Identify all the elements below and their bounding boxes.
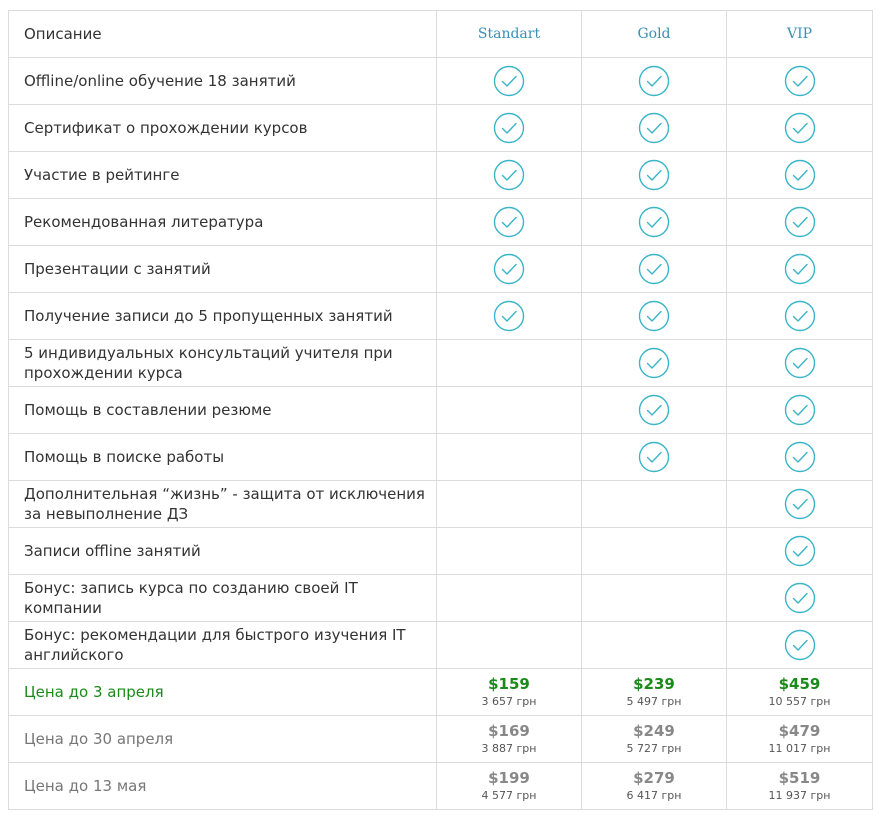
- check-circle-icon: [784, 441, 816, 473]
- feature-label: Дополнительная “жизнь” - защита от исключения за невыполнение ДЗ: [9, 481, 437, 528]
- price-usd: $159: [488, 675, 530, 693]
- price-rows: [9, 669, 873, 810]
- feature-cell-vip: [727, 528, 873, 575]
- table-row: [9, 387, 873, 434]
- check-circle-icon: [638, 112, 670, 144]
- feature-cell-vip: [727, 434, 873, 481]
- feature-label: Участие в рейтинге: [9, 152, 437, 199]
- price-label: Цена до 3 апреля: [9, 669, 437, 716]
- feature-cell-gold: [582, 152, 727, 199]
- table-row: [9, 152, 873, 199]
- check-circle-icon: [638, 253, 670, 285]
- feature-cell-vip: [727, 246, 873, 293]
- feature-cell-gold: [582, 58, 727, 105]
- check-circle-icon: [493, 65, 525, 97]
- table-row: [9, 575, 873, 622]
- feature-cell-vip: [727, 622, 873, 669]
- feature-cell-standart: [437, 152, 582, 199]
- check-circle-icon: [493, 206, 525, 238]
- price-cell-gold: [582, 716, 727, 763]
- price-uah: 3 887 грн: [481, 742, 537, 755]
- feature-cell-gold: [582, 199, 727, 246]
- price-usd: $239: [633, 675, 675, 693]
- feature-label: Бонус: запись курса по созданию своей IT компании: [9, 575, 437, 622]
- price-row: [9, 669, 873, 716]
- price-usd: $519: [778, 769, 821, 787]
- feature-cell-standart: [437, 434, 582, 481]
- check-circle-icon: [784, 112, 816, 144]
- feature-label: Offline/online обучение 18 занятий: [9, 58, 437, 105]
- table-row: [9, 434, 873, 481]
- table-row: [9, 622, 873, 669]
- feature-cell-vip: [727, 199, 873, 246]
- feature-cell-vip: [727, 58, 873, 105]
- check-circle-icon: [638, 394, 670, 426]
- feature-cell-standart: [437, 481, 582, 528]
- check-circle-icon: [784, 582, 816, 614]
- feature-cell-standart: [437, 528, 582, 575]
- check-circle-icon: [784, 159, 816, 191]
- check-circle-icon: [784, 65, 816, 97]
- price-cell-vip: [727, 716, 873, 763]
- price-row: [9, 716, 873, 763]
- feature-cell-gold: [582, 387, 727, 434]
- table-row: [9, 481, 873, 528]
- price-label: Цена до 13 мая: [9, 763, 437, 810]
- price-usd: $479: [778, 722, 821, 740]
- price-uah: 11 937 грн: [768, 789, 831, 802]
- feature-cell-vip: [727, 152, 873, 199]
- feature-cell-gold: [582, 293, 727, 340]
- pricing-table: [8, 10, 873, 810]
- feature-cell-standart: [437, 105, 582, 152]
- check-circle-icon: [493, 159, 525, 191]
- price-uah: 4 577 грн: [481, 789, 537, 802]
- feature-cell-gold: [582, 481, 727, 528]
- check-circle-icon: [784, 535, 816, 567]
- feature-cell-gold: [582, 246, 727, 293]
- feature-cell-gold: [582, 340, 727, 387]
- header-plan-vip: VIP: [727, 11, 873, 58]
- price-cell-vip: [727, 669, 873, 716]
- feature-cell-vip: [727, 481, 873, 528]
- feature-label: Презентации с занятий: [9, 246, 437, 293]
- price-uah: 6 417 грн: [626, 789, 682, 802]
- feature-cell-vip: [727, 293, 873, 340]
- price-uah: 3 657 грн: [481, 695, 537, 708]
- price-usd: $279: [633, 769, 675, 787]
- check-circle-icon: [784, 253, 816, 285]
- feature-cell-standart: [437, 293, 582, 340]
- feature-cell-vip: [727, 387, 873, 434]
- feature-cell-standart: [437, 199, 582, 246]
- check-circle-icon: [638, 159, 670, 191]
- table-row: [9, 105, 873, 152]
- feature-cell-standart: [437, 387, 582, 434]
- price-uah: 5 497 грн: [626, 695, 682, 708]
- feature-cell-standart: [437, 58, 582, 105]
- header-description: Описание: [9, 11, 437, 58]
- check-circle-icon: [638, 441, 670, 473]
- feature-label: Рекомендованная литература: [9, 199, 437, 246]
- feature-cell-gold: [582, 105, 727, 152]
- header-plan-gold: Gold: [582, 11, 727, 58]
- price-usd: $199: [488, 769, 530, 787]
- check-circle-icon: [784, 206, 816, 238]
- feature-cell-standart: [437, 246, 582, 293]
- feature-label: Бонус: рекомендации для быстрого изучения IT английского: [9, 622, 437, 669]
- table-row: [9, 246, 873, 293]
- check-circle-icon: [784, 488, 816, 520]
- price-cell-standart: [437, 716, 582, 763]
- pricing-table-container: [8, 10, 872, 810]
- feature-label: Записи offline занятий: [9, 528, 437, 575]
- table-row: [9, 199, 873, 246]
- feature-cell-standart: [437, 622, 582, 669]
- check-circle-icon: [784, 629, 816, 661]
- header-row: [9, 11, 873, 58]
- table-row: [9, 58, 873, 105]
- price-cell-gold: [582, 763, 727, 810]
- check-circle-icon: [638, 206, 670, 238]
- price-cell-standart: [437, 669, 582, 716]
- feature-cell-vip: [727, 105, 873, 152]
- price-usd: $459: [778, 675, 821, 693]
- feature-label: 5 индивидуальных консультаций учителя при прохождении курса: [9, 340, 437, 387]
- price-usd: $169: [488, 722, 530, 740]
- check-circle-icon: [638, 347, 670, 379]
- feature-rows: [9, 58, 873, 669]
- table-row: [9, 528, 873, 575]
- feature-cell-vip: [727, 340, 873, 387]
- price-cell-standart: [437, 763, 582, 810]
- check-circle-icon: [638, 65, 670, 97]
- feature-cell-vip: [727, 575, 873, 622]
- table-row: [9, 293, 873, 340]
- check-circle-icon: [638, 300, 670, 332]
- feature-cell-standart: [437, 575, 582, 622]
- check-circle-icon: [784, 300, 816, 332]
- price-uah: 5 727 грн: [626, 742, 682, 755]
- price-row: [9, 763, 873, 810]
- header-plan-standart: Standart: [437, 11, 582, 58]
- feature-cell-gold: [582, 528, 727, 575]
- check-circle-icon: [493, 300, 525, 332]
- check-circle-icon: [784, 347, 816, 379]
- feature-cell-gold: [582, 622, 727, 669]
- feature-label: Получение записи до 5 пропущенных занятий: [9, 293, 437, 340]
- price-label: Цена до 30 апреля: [9, 716, 437, 763]
- price-cell-gold: [582, 669, 727, 716]
- price-cell-vip: [727, 763, 873, 810]
- feature-cell-gold: [582, 575, 727, 622]
- feature-label: Помощь в составлении резюме: [9, 387, 437, 434]
- feature-label: Сертификат о прохождении курсов: [9, 105, 437, 152]
- price-uah: 10 557 грн: [768, 695, 831, 708]
- price-usd: $249: [633, 722, 675, 740]
- feature-cell-gold: [582, 434, 727, 481]
- price-uah: 11 017 грн: [768, 742, 831, 755]
- feature-cell-standart: [437, 340, 582, 387]
- table-row: [9, 340, 873, 387]
- check-circle-icon: [784, 394, 816, 426]
- feature-label: Помощь в поиске работы: [9, 434, 437, 481]
- check-circle-icon: [493, 253, 525, 285]
- check-circle-icon: [493, 112, 525, 144]
